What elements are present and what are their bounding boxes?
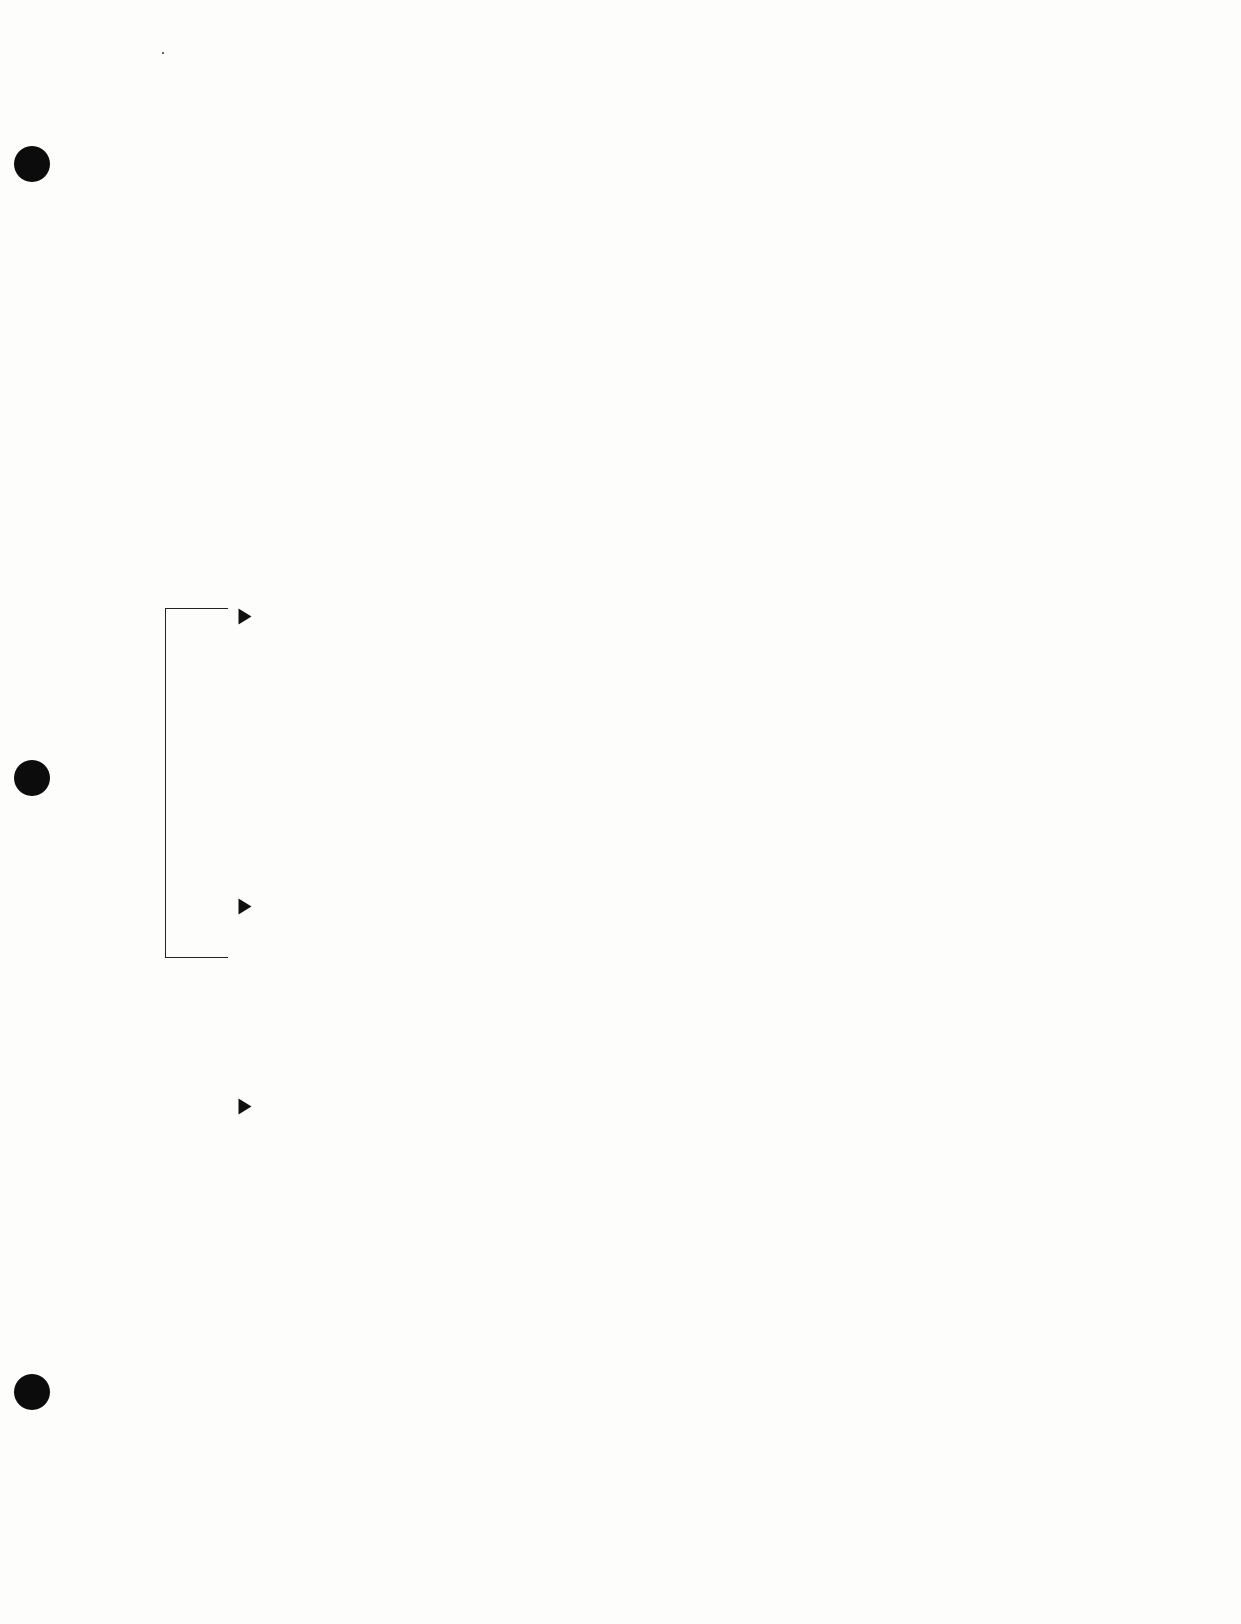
binder-hole [14, 146, 50, 182]
arrow-icon [238, 1099, 251, 1115]
paper-speck [162, 52, 164, 54]
example-legend [228, 122, 345, 1462]
binder-hole [14, 760, 50, 796]
example-dial-dash [234, 852, 253, 962]
example-basic-type [234, 552, 253, 682]
section-label-box [165, 608, 228, 958]
binder-hole [14, 1374, 50, 1410]
dials-hands-table [228, 122, 1180, 1462]
arrow-icon [238, 609, 251, 625]
example-hand-dash [234, 1052, 253, 1162]
arrow-icon [238, 899, 251, 915]
